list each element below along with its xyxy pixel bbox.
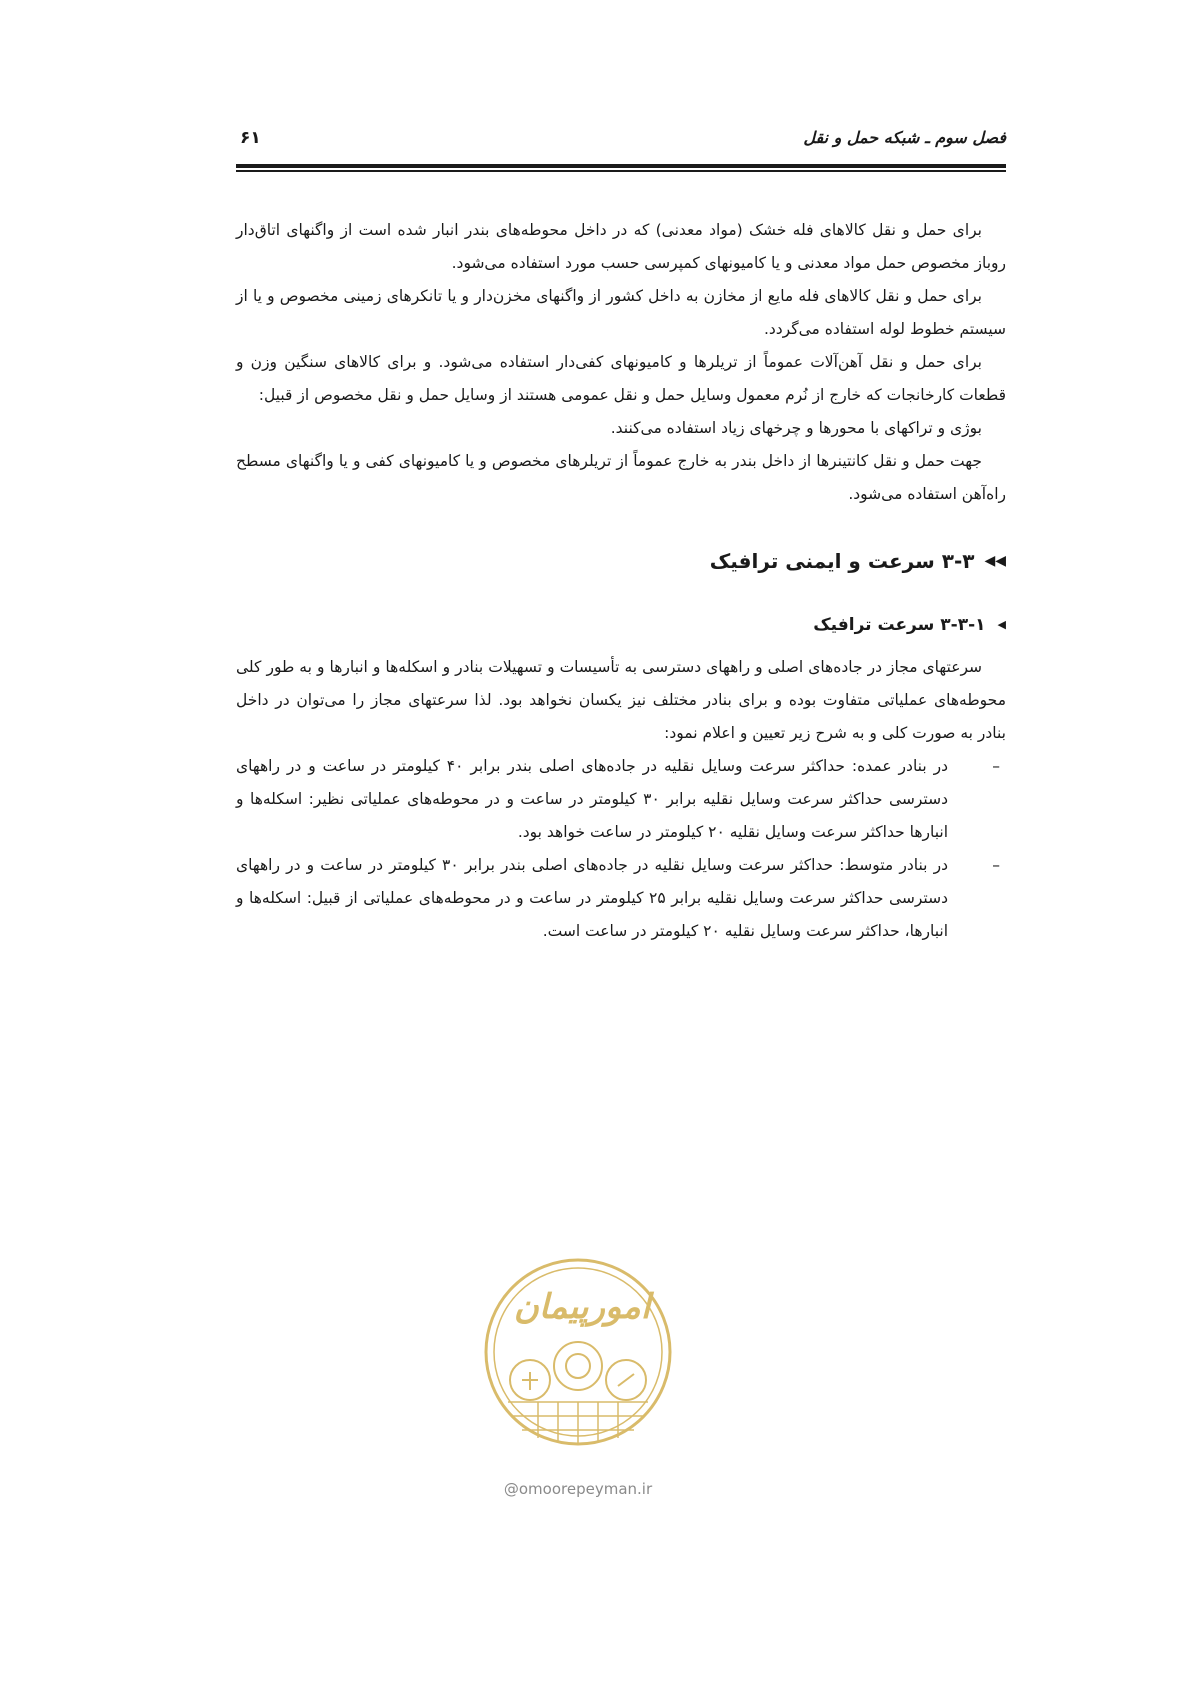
page-header	[236, 128, 1006, 148]
body-paragraph: جهت حمل و نقل کانتینرها از داخل بندر به خارج عموماً از تریلرهای مخصوص و یا کامیونهای کفی و یا واگنهای مسطح راه‌آهن استفاده می‌شود.	[236, 452, 1006, 503]
body-paragraph: برای حمل و نقل آهن‌آلات عموماً از تریلرها و کامیونهای کفی‌دار استفاده می‌شود. و برای کالاهای سنگین وزن و قطعات کارخانجات که خارج از نُرم معمول وسایل حمل و نقل عمومی هستند از وسایل حمل و نقل مخصوص از قبیل:	[236, 353, 1006, 404]
list-item-text: در بنادر متوسط: حداکثر سرعت وسایل نقلیه در جاده‌های اصلی بندر برابر ۳۰ کیلومتر در ساعت و در راههای دسترسی حداکثر سرعت وسایل نقلیه برابر ۲۵ کیلومتر در ساعت و در محوطه‌های عملیاتی از قبیل: اسکله‌ها و انبارها، حداکثر سرعت وسایل نقلیه ۲۰ کیلومتر در ساعت است.	[236, 856, 948, 940]
watermark-logo-text: امورپیمان	[513, 1287, 651, 1327]
chapter-title: فصل سوم ـ شبکه حمل و نقل	[803, 128, 1006, 147]
header-rule-thin	[236, 170, 1006, 172]
list-item	[236, 750, 1006, 849]
section-title: ۳-۳ سرعت و ایمنی ترافیک	[709, 549, 975, 573]
double-arrow-icon: ◀◀	[984, 553, 1006, 569]
watermark-url: @omoorepeyman.ir	[503, 1480, 653, 1498]
list-item-text: در بنادر عمده: حداکثر سرعت وسایل نقلیه در جاده‌های اصلی بندر برابر ۴۰ کیلومتر در ساعت و در راههای دسترسی حداکثر سرعت وسایل نقلیه برابر ۳۰ کیلومتر در ساعت و در محوطه‌های عملیاتی نظیر: اسکله‌ها و انبارها حداکثر سرعت وسایل نقلیه ۲۰ کیلومتر در ساعت خواهد بود.	[236, 757, 948, 841]
body-paragraph: برای حمل و نقل کالاهای فله مایع از مخازن به داخل کشور از واگنهای مخزن‌دار و یا تانکرهای زمینی مخصوص و یا از سیستم خطوط لوله استفاده می‌گردد.	[236, 287, 1006, 338]
page-body	[236, 214, 1006, 948]
list-item	[236, 849, 1006, 948]
header-rule-thick	[236, 164, 1006, 168]
watermark-logo	[478, 1252, 678, 1470]
subsection-heading	[236, 607, 1006, 643]
page-number: ۶۱	[240, 128, 261, 148]
section-heading	[236, 541, 1006, 581]
body-paragraph: برای حمل و نقل کالاهای فله خشک (مواد معدنی) که در داخل محوطه‌های بندر انبار شده است از واگنهای اتاق‌دار روباز مخصوص حمل مواد معدنی و یا کامیونهای کمپرسی حسب مورد استفاده می‌شود.	[236, 221, 1006, 272]
dash-icon: –	[992, 856, 1000, 874]
body-paragraph: بوژی و تراکهای با محورها و چرخهای زیاد استفاده می‌کنند.	[610, 419, 982, 437]
arrow-icon: ◀	[997, 618, 1006, 631]
subsection-title: ۳-۳-۱ سرعت ترافیک	[813, 615, 986, 635]
dash-icon: –	[992, 757, 1000, 775]
body-paragraph: سرعتهای مجاز در جاده‌های اصلی و راههای دسترسی به تأسیسات و تسهیلات بنادر و اسکله‌ها و انبارها و به طور کلی محوطه‌های عملیاتی متفاوت بوده و برای بنادر مختلف نیز یکسان نخواهد بود. لذا سرعتهای مجاز را می‌توان در داخل بنادر به صورت کلی و به شرح زیر تعیین و اعلام نمود:	[236, 658, 1006, 742]
